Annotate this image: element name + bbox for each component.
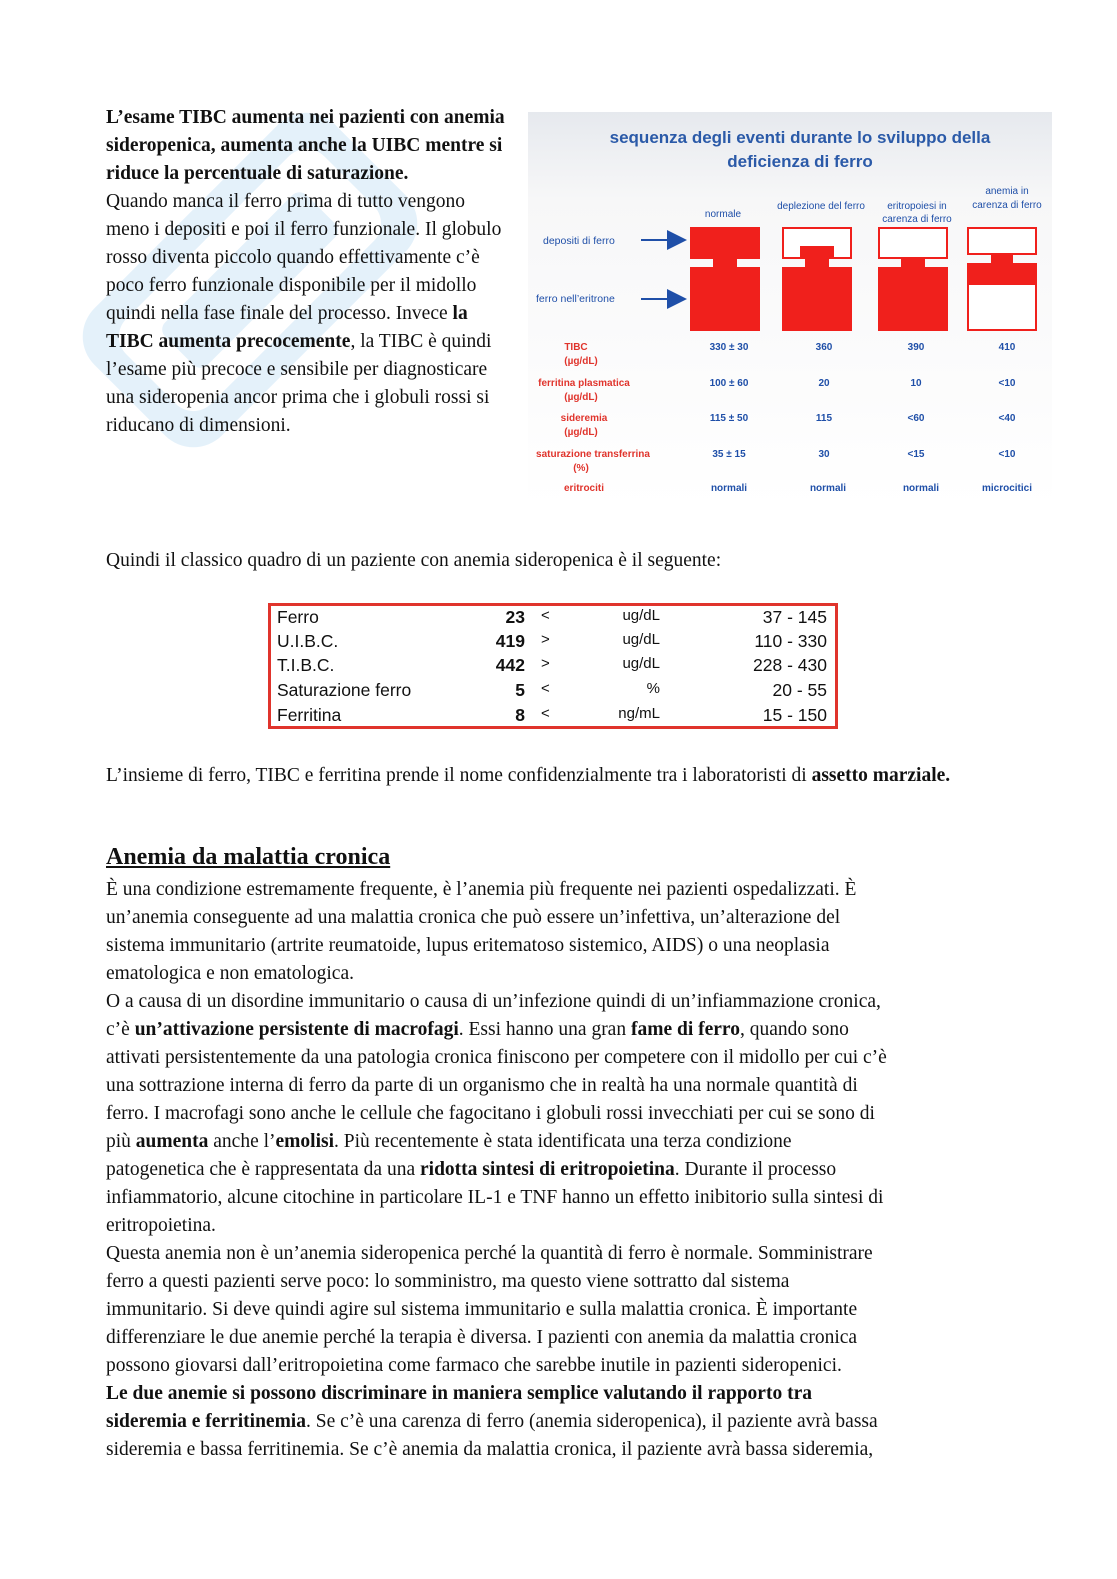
cell-eritrociti-normale: normali [710,483,748,494]
figure-title-line2: deficienza di ferro [727,152,873,171]
intro-bold-tibc: la TIBC aumenta precocemente [106,303,468,352]
row-label-eritrociti: eritrociti [563,483,605,494]
body-text [106,876,1011,1464]
lab-flag: < [541,705,550,722]
cell-sideremia-anemia: <40 [998,413,1016,424]
body-text-run: anche l’ [208,1131,276,1152]
body-line [106,1128,1011,1156]
lab-range: 37 - 145 [762,607,827,627]
body-bold-run: fame di ferro [630,1019,740,1040]
para3-bold: assetto marziale. [811,765,951,786]
body-line: ferro. I macrofagi sono anche le cellule che fagocitano i globuli rossi invecchiati per cui se sono di [106,1103,875,1124]
row-label-sideremia: sideremia [560,413,608,424]
iron-block-anemia [968,228,1036,330]
body-line: Questa anemia non è un’anemia sideropenica perché la quantità di ferro è normale. Somministrare [106,1243,873,1264]
body-line: differenziare le due anemie perché la terapia è diversa. I pazienti con anemia da malattia cronica [106,1327,858,1348]
lab-flag: < [541,607,550,624]
cell-ferritina-anemia: <10 [998,378,1016,389]
cell-tibc-eritropoiesi: 390 [907,342,925,353]
lab-value: 8 [515,705,525,725]
lab-row [271,680,835,704]
body-line: una sottrazione interna di ferro da parte di un organismo che in realtà ha una normale quantità di [106,1075,858,1096]
lab-name: T.I.B.C. [277,655,335,675]
row-label-saturazione: saturazione transferrina [536,449,650,460]
lab-unit: ug/dL [622,655,660,672]
lab-range: 15 - 150 [762,705,827,725]
lab-value: 23 [505,607,525,627]
body-line [106,1380,1011,1408]
cell-tibc-deplezione: 360 [815,342,833,353]
body-bold-run: sideremia e ferritinemia [106,1411,306,1432]
body-line [106,1016,1011,1044]
cell-sideremia-eritropoiesi: <60 [907,413,925,424]
iron-block-eritropoiesi [879,228,947,330]
label-ferro-eritrone: ferro nell’eritrone [536,293,615,305]
body-line: O a causa di un disordine immunitario o causa di un’infezione quindi di un’infiammazione cronica, [106,991,881,1012]
body-line: immunitario. Si deve quindi agire sul sistema immunitario e sulla malattia cronica. È importante [106,1299,858,1320]
body-text-run: più [106,1131,136,1152]
cell-sideremia-normale: 115 ± 50 [709,413,749,424]
lab-value: 5 [515,680,525,700]
cell-tibc-normale: 330 ± 30 [709,342,749,353]
lab-unit: % [646,680,660,697]
col-header-deplezione: deplezione del ferro [777,201,865,212]
lab-flag: < [541,680,550,697]
body-bold-run: emolisi [275,1131,335,1152]
lab-value: 442 [495,655,525,675]
col-header-anemia-2: carenza di ferro [972,200,1042,211]
lab-value: 419 [495,631,525,651]
body-text-run: . Più recentemente è stata identificata una terza condizione [334,1131,792,1152]
lab-row [271,655,835,679]
row-unit-ferritina: (µg/dL) [564,392,598,403]
lab-flag: > [541,655,550,672]
body-line [106,1408,1011,1436]
row-label-ferritina: ferritina plasmatica [538,378,630,389]
lab-results-table [268,603,838,729]
table-intro-line: Quindi il classico quadro di un paziente con anemia sideropenica è il seguente: [106,550,722,571]
cell-eritrociti-eritropoiesi: normali [902,483,940,494]
lab-row [271,705,835,729]
body-bold-run: ridotta sintesi di eritropoietina [420,1159,675,1180]
lab-row [271,607,835,631]
lab-unit: ug/dL [622,631,660,648]
cell-eritrociti-anemia: microcitici [981,483,1033,494]
intro-text-2: , la TIBC è quindi l’esame più precoce e sensibile per diagnosticare una sideropenia ancor prima che i globuli rossi si riducano di dimensioni. [106,331,492,436]
section-heading: Anemia da malattia cronica [106,844,391,870]
lab-name: U.I.B.C. [277,631,339,651]
cell-sideremia-deplezione: 115 [815,413,833,424]
cell-saturazione-deplezione: 30 [818,449,830,460]
body-line: eritropoietina. [106,1215,216,1236]
cell-saturazione-normale: 35 ± 15 [712,449,746,460]
body-line: sistema immunitario (artrite reumatoide, lupus eritematoso sistemico, AIDS) o una neoplasia [106,935,830,956]
lab-unit: ug/dL [622,607,660,624]
cell-tibc-anemia: 410 [998,342,1016,353]
para3-text: L’insieme di ferro, TIBC e ferritina prende il nome confidenzialmente tra i laboratoristi di [106,765,812,786]
body-bold-run: Le due anemie si possono discriminare in maniera semplice valutando il rapporto tra [106,1383,812,1404]
lab-flag: > [541,631,550,648]
row-label-tibc: TIBC [564,342,588,353]
body-line: infiammatorio, alcune citochine in particolare IL-1 e TNF hanno un effetto inibitorio sulla sintesi di [106,1187,884,1208]
lab-range: 20 - 55 [772,680,827,700]
row-unit-sideremia: (µg/dL) [564,427,598,438]
assetto-marziale-paragraph [106,762,1011,790]
col-header-eritropoiesi-1: eritropoiesi in [887,201,947,212]
lab-name: Ferritina [277,705,342,725]
intro-bold-lead: L’esame TIBC aumenta nei pazienti con anemia sideropenica, aumenta anche la UIBC mentre si riduce la percentuale di saturazione. [106,107,505,184]
figure-title-line1: sequenza degli eventi durante lo sviluppo della [609,128,991,147]
body-text-run: , quando sono [739,1019,849,1040]
body-line: un’anemia conseguente ad una malattia cronica che può essere un’infettiva, un’alterazione del [106,907,841,928]
lab-range: 228 - 430 [753,655,827,675]
lab-name: Ferro [277,607,319,627]
col-header-anemia-1: anemia in [985,186,1029,197]
cell-saturazione-eritropoiesi: <15 [907,449,925,460]
body-line [106,1156,1011,1184]
cell-ferritina-normale: 100 ± 60 [709,378,749,389]
label-depositi: depositi di ferro [543,235,615,247]
iron-block-normale [691,228,759,330]
body-line: possono giovarsi dall’eritropoietina come farmaco che sarebbe inutile in pazienti sideropenici. [106,1355,842,1376]
intro-text-1: Quando manca il ferro prima di tutto vengono meno i depositi e poi il ferro funzionale. Il globulo rosso diventa piccolo quando effettivamente c’è poco ferro funzionale disponibile per il midollo quindi nella fase finale del processo. Invece [106,191,502,324]
body-line: attivati persistentemente da una patologia cronica finiscono per competere con il midollo per cui c’è [106,1047,887,1068]
intro-paragraph [106,104,511,440]
cell-eritrociti-deplezione: normali [809,483,847,494]
col-header-normale: normale [704,209,742,220]
body-text-run: c’è [106,1019,135,1040]
lab-range: 110 - 330 [754,631,827,651]
body-bold-run: un’attivazione persistente di macrofagi [134,1019,459,1040]
body-line: ferro a questi pazienti serve poco: lo somministro, ma questo viene sottratto dal sistema [106,1271,790,1292]
lab-name: Saturazione ferro [277,680,412,700]
lab-row [271,631,835,655]
lab-unit: ng/mL [618,705,660,722]
row-unit-saturazione: (%) [573,463,589,474]
body-bold-run: aumenta [135,1131,209,1152]
body-text-run: . Se c’è una carenza di ferro (anemia sideropenica), il paziente avrà bassa [305,1411,878,1432]
body-text-run: patogenetica che è rappresentata da una [106,1159,420,1180]
body-line: È una condizione estremamente frequente, è l’anemia più frequente nei pazienti ospedalizzati. È [106,879,857,900]
cell-ferritina-eritropoiesi: 10 [910,378,922,389]
body-line: sideremia e bassa ferritinemia. Se c’è anemia da malattia cronica, il paziente avrà bassa sideremia, [106,1439,874,1460]
row-unit-tibc: (µg/dL) [564,356,598,367]
body-text-run: . Durante il processo [674,1159,837,1180]
cell-ferritina-deplezione: 20 [818,378,830,389]
iron-block-deplezione [783,228,851,330]
body-text-run: . Essi hanno una gran [458,1019,631,1040]
iron-deficiency-sequence-figure [528,112,1052,508]
body-line: ematologica e non ematologica. [106,963,354,984]
cell-saturazione-anemia: <10 [998,449,1016,460]
col-header-eritropoiesi-2: carenza di ferro [882,214,952,225]
